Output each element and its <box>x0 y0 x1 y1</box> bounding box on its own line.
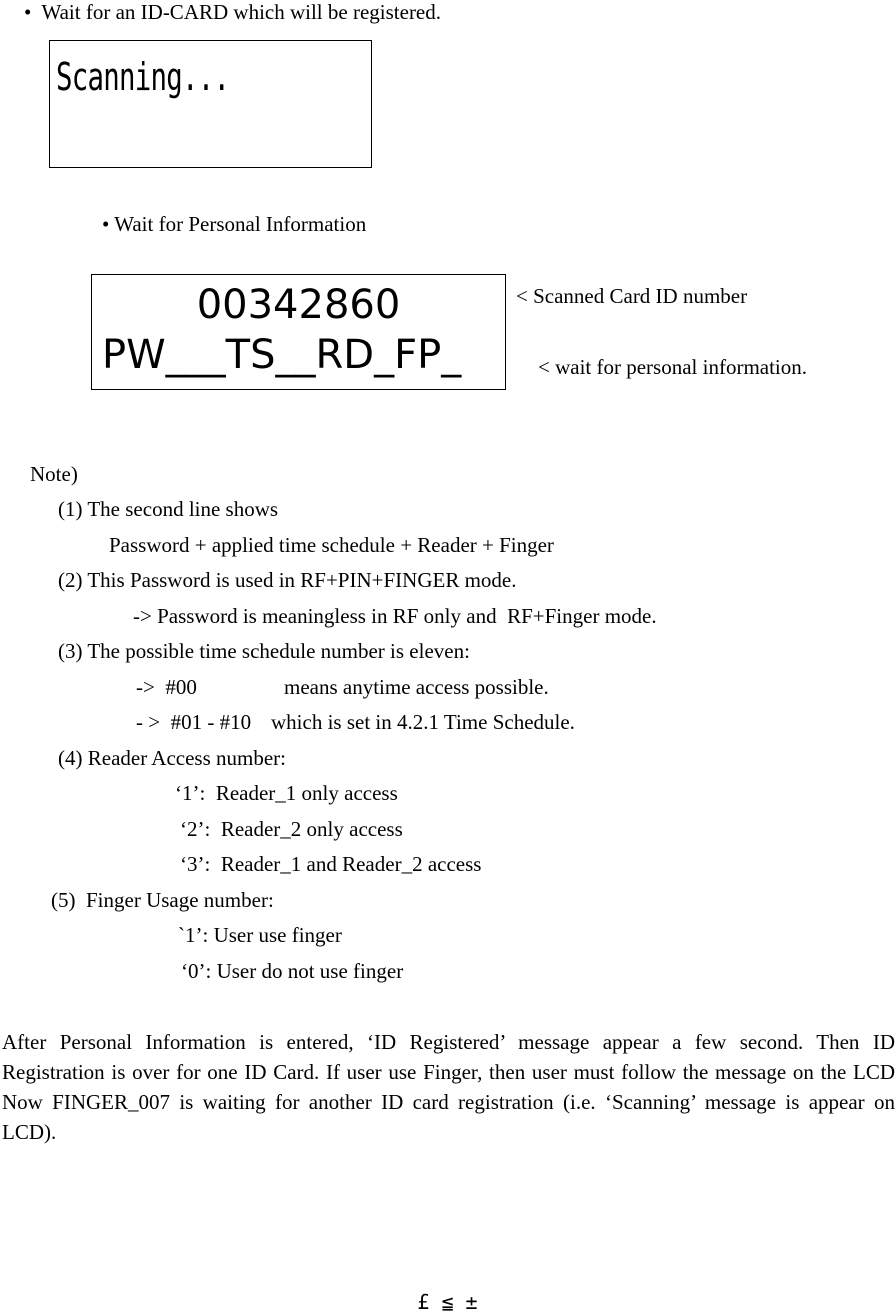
note-item-5-a: `1’: User use finger <box>178 923 342 947</box>
annotation-card-id: < Scanned Card ID number <box>516 284 748 308</box>
summary-paragraph: After Personal Information is entered, ‘ID Registered’ message appear a few second. Then ID Registration is over for one ID Card. If user use Finger, then user must follow the message on the LCD Now FINGER_007 is waiting for another ID card registration (i.e. ‘Scanning’ message is appear on LCD). <box>2 1030 895 1144</box>
note-item-4-a: ‘1’: Reader_1 only access <box>175 781 398 805</box>
note-item-4-c: ‘3’: Reader_1 and Reader_2 access <box>180 852 482 876</box>
lcd-scanning-display <box>49 40 372 168</box>
page-number: £ ≦ ± <box>417 1290 478 1314</box>
bullet-wait-id-card: • Wait for an ID-CARD which will be registered. <box>24 0 442 24</box>
note-item-4: (4) Reader Access number: <box>58 746 286 770</box>
note-item-1-detail: Password + applied time schedule + Reader + Finger <box>109 533 554 557</box>
note-item-3-a-arrow: -> #00 <box>136 675 197 699</box>
note-item-2: (2) This Password is used in RF+PIN+FINGER mode. <box>58 568 517 592</box>
note-item-4-b: ‘2’: Reader_2 only access <box>180 817 403 841</box>
note-title: Note) <box>30 462 78 486</box>
note-item-3: (3) The possible time schedule number is eleven: <box>58 639 470 663</box>
note-item-5-b: ‘0’: User do not use finger <box>181 959 404 983</box>
lcd-info-line: PW___TS__RD_FP_ <box>102 332 462 378</box>
lcd-registration-display <box>91 274 506 390</box>
lcd-scanning-text: Scanning... <box>56 55 230 99</box>
note-item-2-detail: -> Password is meaningless in RF only and RF+Finger mode. <box>133 604 657 628</box>
note-item-3-b-text: which is set in 4.2.1 Time Schedule. <box>271 710 575 734</box>
lcd-card-id: 00342860 <box>196 282 401 328</box>
note-item-5: (5) Finger Usage number: <box>51 888 274 912</box>
note-item-3-b-arrow: - > #01 - #10 <box>136 710 252 734</box>
note-item-3-a-text: means anytime access possible. <box>284 675 549 699</box>
bullet-wait-personal-info: • Wait for Personal Information <box>102 212 367 236</box>
note-item-1: (1) The second line shows <box>58 497 279 521</box>
annotation-personal-info: < wait for personal information. <box>538 355 808 379</box>
